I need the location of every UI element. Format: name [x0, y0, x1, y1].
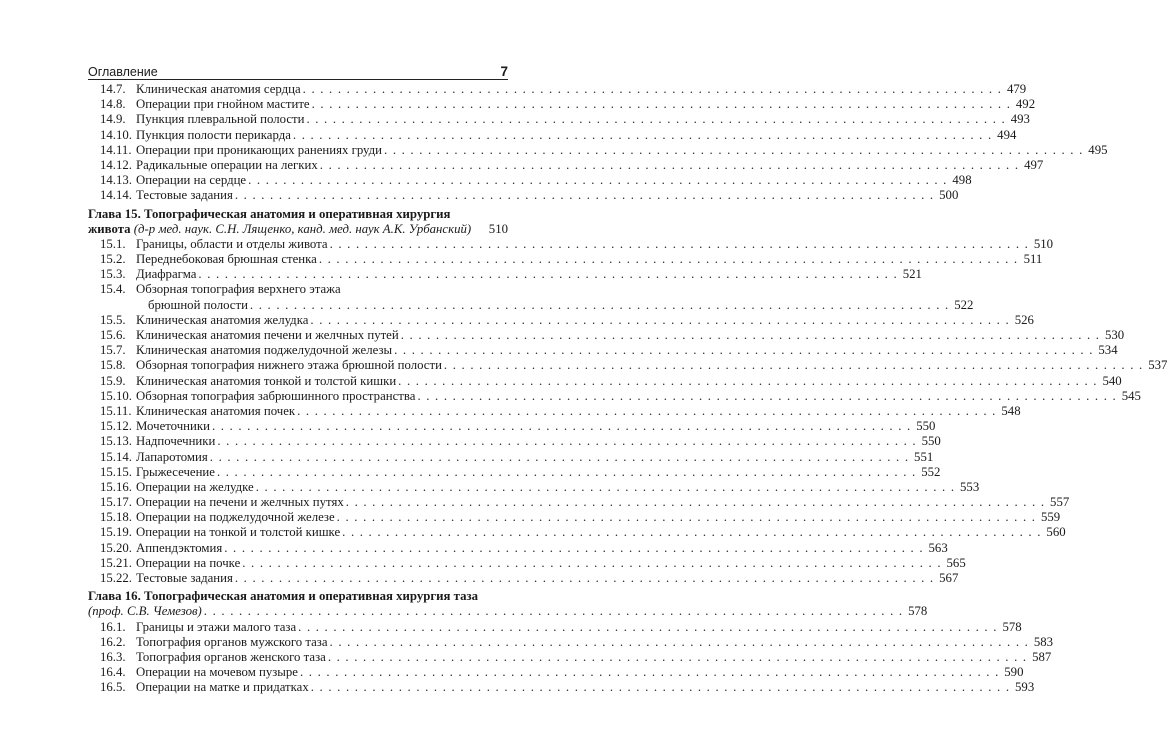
toc-entry-number: 15.10. — [100, 388, 132, 403]
toc-entry[interactable] — [88, 358, 1167, 373]
toc-entry-number: 15.1. — [100, 236, 126, 251]
toc-entry-title: Клиническая анатомия поджелудочной железы — [136, 343, 393, 358]
toc-entry-title: Мочеточники — [136, 419, 210, 434]
toc-entry-number: 15.14. — [100, 449, 132, 464]
toc-entry-title: Обзорная топография забрюшинного пространства — [136, 388, 416, 403]
dot-leader — [204, 604, 903, 619]
toc-entry-number: 16.2. — [100, 634, 126, 649]
toc-entry-title: Диафрагма — [136, 267, 197, 282]
toc-entry-page: 551 — [914, 449, 934, 464]
toc-entry-number: 15.4. — [100, 282, 126, 297]
toc-entry-title: Операции на желудке — [136, 479, 254, 494]
toc-entry-number: 15.2. — [100, 252, 126, 267]
toc-entry-page: 500 — [939, 188, 959, 203]
toc-entry-number: 16.4. — [100, 665, 126, 680]
toc-entry[interactable] — [88, 173, 972, 188]
dot-leader — [198, 267, 897, 282]
toc-entry-page: 493 — [1010, 112, 1030, 127]
table-of-contents — [88, 82, 1167, 696]
toc-entry-page: 583 — [1033, 634, 1054, 649]
toc-entry-page: 565 — [946, 555, 966, 570]
toc-entry-title: Операции на мочевом пузыре — [136, 665, 298, 680]
toc-entry-number: 15.13. — [100, 434, 132, 449]
toc-entry-title: Переднебоковая брюшная стенка — [136, 252, 317, 267]
toc-entry[interactable] — [88, 464, 941, 480]
toc-entry-title: Операции при гнойном мастите — [136, 97, 310, 112]
toc-entry-title: Аппендэктомия — [136, 540, 223, 555]
dot-leader — [330, 635, 1029, 650]
dot-leader — [303, 82, 1002, 97]
toc-entry-page: 497 — [1024, 157, 1044, 172]
toc-entry-page: 521 — [902, 267, 922, 282]
toc-entry-page: 550 — [921, 434, 941, 449]
toc-entry[interactable] — [88, 680, 1035, 695]
toc-entry-page: 557 — [1050, 495, 1070, 510]
toc-entry-number: 14.13. — [100, 173, 132, 188]
toc-entry-title: Радикальные операции на легких — [136, 157, 318, 172]
toc-entry-page: 537 — [1148, 358, 1167, 373]
toc-entry-page: 545 — [1121, 388, 1141, 403]
toc-entry-number: 15.18. — [100, 510, 132, 525]
toc-entry-page: 550 — [916, 419, 936, 434]
toc-entry-title: Тестовые задания — [136, 571, 233, 585]
toc-entry-title: Пункция плевральной полости — [136, 112, 305, 127]
toc-entry-number: 14.14. — [100, 188, 132, 203]
toc-entry-title: Операции при проникающих ранениях груди — [136, 142, 383, 157]
toc-entry-title: Операции на печени и желчных путях — [136, 495, 344, 510]
toc-entry-page: 498 — [952, 173, 972, 188]
dot-leader — [212, 419, 911, 434]
dot-leader — [306, 112, 1005, 127]
dot-leader — [217, 434, 916, 449]
dot-leader — [384, 143, 1083, 158]
toc-entry-number: 15.3. — [100, 267, 126, 282]
dot-leader — [320, 158, 1019, 173]
toc-entry-page: 492 — [1015, 97, 1036, 112]
toc-entry[interactable] — [88, 649, 1052, 665]
toc-entry[interactable] — [88, 373, 1122, 389]
toc-group — [88, 619, 1054, 696]
toc-group — [88, 82, 1108, 204]
toc-entry[interactable] — [88, 419, 936, 434]
toc-entry-page: 530 — [1105, 328, 1125, 342]
dot-leader — [312, 97, 1011, 112]
toc-entry-title: Пункция полости перикарда — [136, 127, 291, 142]
toc-entry-title: Клиническая анатомия желудка — [136, 312, 309, 327]
dot-leader — [235, 188, 934, 203]
toc-entry-title: Операции на почке — [136, 555, 241, 570]
toc-entry[interactable] — [88, 127, 1017, 143]
toc-entry-page: 511 — [1023, 252, 1043, 267]
toc-entry-title: Границы, области и отделы живота — [136, 236, 328, 251]
dot-leader — [394, 343, 1093, 358]
chapter-16-heading[interactable] — [88, 589, 508, 604]
toc-entry[interactable] — [88, 157, 1044, 173]
dot-leader — [256, 480, 955, 495]
dot-leader — [250, 298, 949, 313]
toc-entry-title-cont: брюшной полости — [148, 297, 248, 312]
chapter-15-title-line2: живота — [88, 221, 131, 236]
toc-entry-number: 16.3. — [100, 649, 126, 664]
toc-entry-number: 15.9. — [100, 373, 126, 388]
dot-leader — [401, 328, 1100, 343]
toc-entry-number: 14.8. — [100, 97, 126, 112]
toc-entry-number: 14.7. — [100, 82, 126, 96]
toc-entry-page: 510 — [1033, 236, 1054, 251]
toc-entry-number: 15.7. — [100, 343, 126, 358]
chapter-15-title-line1: Глава 15. Топографическая анатомия и оперативная хирургия — [88, 206, 451, 221]
toc-entry[interactable] — [88, 388, 1141, 404]
toc-entry-number: 14.10. — [100, 127, 132, 142]
toc-entry[interactable] — [88, 82, 1027, 97]
toc-entry[interactable] — [88, 449, 934, 465]
toc-entry-page: 534 — [1098, 343, 1118, 358]
toc-entry[interactable] — [88, 434, 941, 449]
toc-entry-title: Грыжесечение — [136, 464, 215, 479]
toc-entry[interactable] — [88, 619, 1022, 635]
toc-entry-number: 15.21. — [100, 555, 132, 570]
dot-leader — [298, 620, 997, 635]
toc-entry-title: Клиническая анатомия печени и желчных путей — [136, 328, 399, 342]
toc-entry-title: Надпочечники — [136, 434, 216, 449]
toc-entry-title: Обзорная топография нижнего этажа брюшной полости — [136, 358, 442, 373]
toc-entry-page: 553 — [960, 479, 980, 494]
toc-entry-number: 15.19. — [100, 525, 132, 540]
toc-entry-title: Клиническая анатомия почек — [136, 403, 296, 418]
chapter-16-heading-cont[interactable] — [88, 604, 928, 619]
toc-entry-number: 16.5. — [100, 680, 126, 695]
toc-page — [88, 62, 1167, 696]
toc-entry[interactable] — [88, 403, 1021, 419]
toc-entry-page: 494 — [997, 127, 1017, 142]
chapter-16-page: 578 — [908, 604, 928, 619]
toc-entry-number: 15.17. — [100, 495, 132, 510]
toc-entry[interactable] — [88, 112, 1030, 127]
toc-entry-cont[interactable] — [88, 297, 974, 313]
toc-entry-title: Операции на тонкой и толстой кишке — [136, 525, 341, 540]
dot-leader — [417, 389, 1116, 404]
toc-entry-page: 593 — [1015, 680, 1035, 695]
toc-entry-number: 15.15. — [100, 464, 132, 479]
toc-group — [88, 312, 1167, 586]
toc-entry[interactable] — [88, 343, 1118, 358]
dot-leader — [248, 173, 947, 188]
toc-entry[interactable] — [88, 328, 1125, 343]
toc-entry-number: 15.5. — [100, 312, 126, 327]
toc-entry[interactable] — [88, 267, 922, 282]
toc-entry-page: 587 — [1032, 649, 1052, 664]
toc-entry-page: 578 — [1002, 619, 1022, 634]
toc-entry-title: Операции на поджелудочной железе — [136, 510, 335, 525]
dot-leader — [330, 237, 1029, 252]
dot-leader — [398, 374, 1097, 389]
dot-leader — [210, 450, 909, 465]
dot-leader — [311, 680, 1010, 695]
dot-leader — [217, 465, 916, 480]
toc-entry[interactable] — [88, 142, 1108, 158]
chapter-16-title-line1: Глава 16. Топографическая анатомия и оперативная хирургия таза — [88, 589, 479, 604]
dot-leader — [297, 404, 996, 419]
chapter-15-page: 510 — [488, 221, 508, 236]
toc-entry-page: 567 — [939, 571, 959, 585]
toc-entry[interactable] — [88, 525, 1066, 540]
running-header-title: Оглавление — [88, 65, 158, 79]
chapter-15-heading-cont[interactable] — [88, 222, 508, 237]
toc-entry-title: Границы и этажи малого таза — [136, 619, 297, 634]
chapter-15-heading[interactable] — [88, 207, 508, 222]
toc-entry-page: 522 — [954, 297, 974, 312]
dot-leader — [328, 650, 1027, 665]
toc-entry[interactable] — [88, 188, 959, 203]
toc-entry-title: Тестовые задания — [136, 188, 233, 203]
dot-leader — [293, 128, 992, 143]
dot-leader — [310, 313, 1009, 328]
toc-group — [88, 236, 1054, 283]
toc-entry-page: 559 — [1040, 510, 1061, 525]
dot-leader — [242, 556, 941, 571]
toc-entry-number: 15.16. — [100, 479, 132, 494]
toc-entry-title: Топография органов мужского таза — [136, 634, 328, 649]
toc-entry[interactable] — [88, 634, 1054, 650]
toc-entry-title: Обзорная топография верхнего этажа — [136, 282, 341, 297]
dot-leader — [444, 358, 1143, 373]
toc-entry-page: 479 — [1006, 82, 1027, 96]
dot-leader — [235, 571, 934, 586]
toc-entry-number: 15.20. — [100, 540, 132, 555]
toc-entry-page: 495 — [1088, 142, 1108, 157]
toc-entry-title: Операции на матке и придатках — [136, 680, 309, 695]
toc-entry-title: Операции на сердце — [136, 173, 247, 188]
toc-entry-page: 548 — [1001, 403, 1021, 418]
toc-entry-page: 540 — [1102, 373, 1122, 388]
toc-entry[interactable] — [88, 665, 1024, 680]
toc-entry-page: 552 — [921, 464, 941, 479]
toc-entry[interactable] — [88, 571, 959, 586]
toc-entry[interactable] — [88, 510, 1061, 525]
toc-entry-page: 560 — [1046, 525, 1066, 540]
toc-entry-page: 590 — [1004, 665, 1024, 680]
toc-entry[interactable] — [88, 282, 508, 297]
toc-entry[interactable] — [88, 555, 966, 571]
toc-entry-number: 14.11. — [100, 142, 132, 157]
toc-entry-title: Лапаротомия — [136, 449, 208, 464]
toc-entry-number: 15.8. — [100, 358, 126, 373]
dot-leader — [342, 525, 1041, 540]
toc-entry-number: 15.12. — [100, 419, 132, 434]
toc-entry-page: 563 — [928, 540, 948, 555]
chapter-16-authors: (проф. С.В. Чемезов) — [88, 604, 202, 619]
toc-entry[interactable] — [88, 540, 948, 556]
toc-entry[interactable] — [88, 252, 1043, 267]
chapter-15-authors: (д-р мед. наук. С.Н. Лященко, канд. мед. наук А.К. Урбанский) — [133, 221, 472, 236]
dot-leader — [300, 665, 999, 680]
dot-leader — [224, 541, 923, 556]
toc-entry-number: 15.11. — [100, 403, 132, 418]
page-number: 7 — [500, 64, 508, 79]
toc-entry-title: Топография органов женского таза — [136, 649, 326, 664]
toc-entry[interactable] — [88, 312, 1034, 328]
toc-entry[interactable] — [88, 479, 980, 495]
dot-leader — [319, 252, 1018, 267]
toc-entry-number: 14.12. — [100, 157, 132, 172]
toc-entry[interactable] — [88, 236, 1054, 252]
toc-entry-page: 526 — [1014, 312, 1034, 327]
dot-leader — [346, 495, 1045, 510]
running-header — [88, 62, 508, 80]
toc-entry-number: 15.22. — [100, 571, 132, 585]
toc-entry-number: 14.9. — [100, 112, 126, 127]
toc-entry[interactable] — [88, 97, 1036, 112]
toc-entry-title: Клиническая анатомия тонкой и толстой кишки — [136, 373, 397, 388]
dot-leader — [337, 510, 1036, 525]
toc-entry[interactable] — [88, 495, 1070, 510]
toc-entry-number: 15.6. — [100, 328, 126, 342]
toc-entry-number: 16.1. — [100, 619, 126, 634]
toc-entry-title: Клиническая анатомия сердца — [136, 82, 301, 96]
